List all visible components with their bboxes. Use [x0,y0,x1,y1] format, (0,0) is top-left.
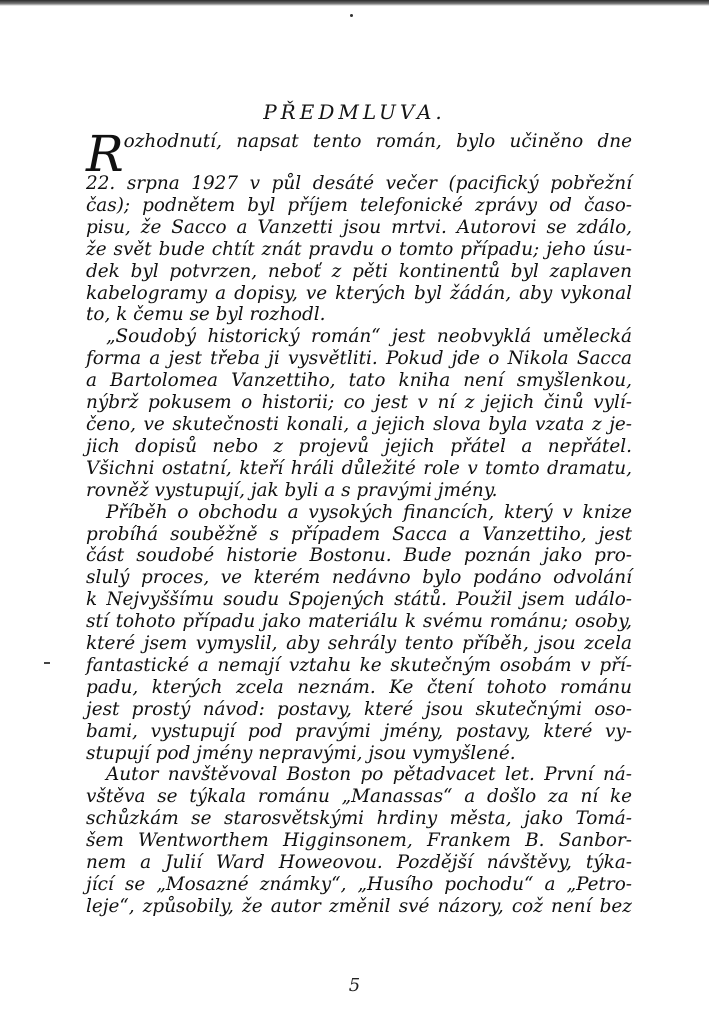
text-line: pisu, že Sacco a Vanzetti jsou mrtvi. Autorovi se zdálo, [86,216,632,238]
text-line: čeno, ve skutečnosti konali, a jejich slova byla vzata z je- [86,413,632,435]
text-line: leje“, způsobily, že autor změnil své názory, což není bez [86,895,632,917]
text-line: forma a jest třeba ji vysvětliti. Pokud jde o Nikola Sacca [86,348,632,370]
page-title: PŘEDMLUVA. [263,100,446,124]
text-line: k Nejvyššímu soudu Spojených států. Použil jsem událo- [86,589,632,611]
text-line: probíhá souběžně s případem Sacca a Vanzettiho, jest [86,523,632,545]
text-line: a Bartolomea Vanzettiho, tato kniha není smyšlenkou, [86,370,632,392]
text-line: Příběh o obchodu a vysokých financích, který v knize [106,501,632,523]
text-line: šem Wentworthem Higginsonem, Frankem B. Sanbor- [86,830,632,852]
text-line: „Soudobý historický román“ jest neobvyklá umělecká [106,326,632,348]
text-line: Autor navštěvoval Boston po pětadvacet let. První ná- [106,764,632,786]
text-line: dek byl potvrzen, neboť z pěti kontinentů byl zaplaven [86,260,632,282]
text-line: ozhodnutí, napsat tento román, bylo učiněno dne [123,131,632,152]
text-line: rovněž vystupují, jak byli a s pravými jmény. [86,479,498,501]
text-line: padu, kterých zcela neznám. Ke čtení tohoto románu [86,676,632,698]
text-line: vštěva se týkala románu „Manassas“ a došlo za ní ke [86,786,632,808]
text-line: kabelogramy a dopisy, ve kterých byl žádán, aby vykonal [86,282,632,304]
text-line: jest prostý návod: postavy, které jsou skutečnými oso- [86,698,632,720]
text-line: stí tohoto případu jako materiálu k svému románu; osoby, [86,611,632,633]
text-line: to, k čemu se byl rozhodl. [86,304,326,326]
page-number: 5 [348,975,361,996]
text-line: jící se „Mosazné známky“, „Husího pochodu“ a „Petro- [86,874,632,895]
page-top-edge [0,0,709,6]
text-line: slulý proces, ve kterém nedávno bylo podáno odvolání [86,567,632,589]
text-line: nýbrž pokusem o historii; co jest v ní z jejich činů vylí- [86,392,632,414]
margin-mark [44,662,50,664]
preface-body [86,125,632,918]
text-line: že svět bude chtít znát pravdu o tomto případu; jeho úsu- [86,238,632,260]
text-line: 22. srpna 1927 v půl desáté večer (pacifický pobřežní [86,173,632,194]
text-line: které jsem vymyslil, aby sehrály tento příběh, jsou zcela [86,633,632,655]
drop-cap: R [86,125,124,183]
text-line: fantastické a nemají vztahu ke skutečným osobám v pří- [86,654,632,676]
text-line: Všichni ostatní, kteří hráli důležité role v tomto dramatu, [86,457,632,479]
text-line: schůzkám se starosvětskými hrdiny města, jako Tomá- [86,808,632,830]
text-line: jich dopisů nebo z projevů jejich přátel a nepřátel. [86,435,632,457]
text-line: část soudobé historie Bostonu. Bude poznán jako pro- [86,545,632,567]
text-line: čas); podnětem byl příjem telefonické zprávy od časo- [86,194,632,216]
print-speck [350,14,353,17]
text-line: stupují pod jmény nepravými, jsou vymyšlené. [86,742,516,764]
text-line: bami, vystupují pod pravými jmény, postavy, které vy- [86,720,632,742]
text-line: nem a Julií Ward Howeovou. Pozdější návštěvy, týka- [86,852,632,874]
